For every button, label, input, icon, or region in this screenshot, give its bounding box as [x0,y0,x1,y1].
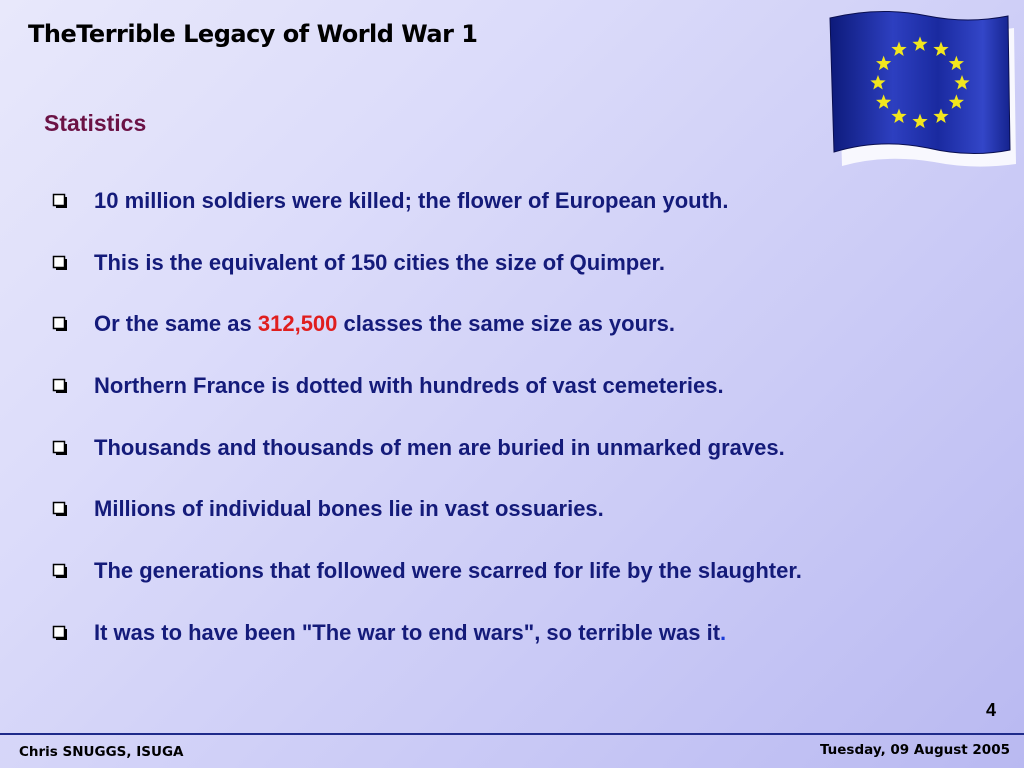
checkbox-bullet-icon [52,625,68,641]
bullet-text-after: classes the same size as yours. [337,311,675,337]
bullet-text: The generations that followed were scarred for life by the slaughter. [94,558,802,584]
bullet-text: This is the equivalent of 150 cities the size of Quimper. [94,249,665,275]
slide-title: TheTerrible Legacy of World War 1 [28,20,478,48]
checkbox-bullet-icon [52,316,68,332]
bullet-text-before: It was to have been "The war to end wars", so terrible was it [94,619,721,645]
footer-author: Chris SNUGGS, ISUGA [19,744,184,760]
bullet-text: Millions of individual bones lie in vast ossuaries. [94,496,604,522]
bullet-final-dot: . [720,619,727,645]
footer-divider [0,733,1024,735]
page-number: 4 [986,700,997,720]
bullet-item [52,183,802,245]
highlighted-number: 312,500 [257,311,338,337]
bullet-item [52,430,802,492]
bullet-item [52,306,802,368]
checkbox-bullet-icon [52,440,68,456]
checkbox-bullet-icon [52,255,68,271]
bullet-text: Thousands and thousands of men are buried in unmarked graves. [94,434,785,460]
bullet-item [52,245,802,307]
bullet-list [52,183,802,677]
bullet-text [94,306,675,342]
eu-flag-icon [820,8,1020,173]
bullet-text-before: Or the same as [94,311,258,337]
checkbox-bullet-icon [52,563,68,579]
checkbox-bullet-icon [52,501,68,517]
checkbox-bullet-icon [52,378,68,394]
checkbox-bullet-icon [52,193,68,209]
section-heading: Statistics [44,110,147,136]
bullet-item [52,368,802,430]
bullet-text [94,615,726,651]
bullet-text: 10 million soldiers were killed; the flower of European youth. [94,188,729,213]
bullet-item [52,491,802,553]
bullet-item [52,553,802,615]
bullet-item [52,615,802,677]
footer-date: Tuesday, 09 August 2005 [819,742,1010,758]
bullet-text: Northern France is dotted with hundreds of vast cemeteries. [94,373,724,399]
